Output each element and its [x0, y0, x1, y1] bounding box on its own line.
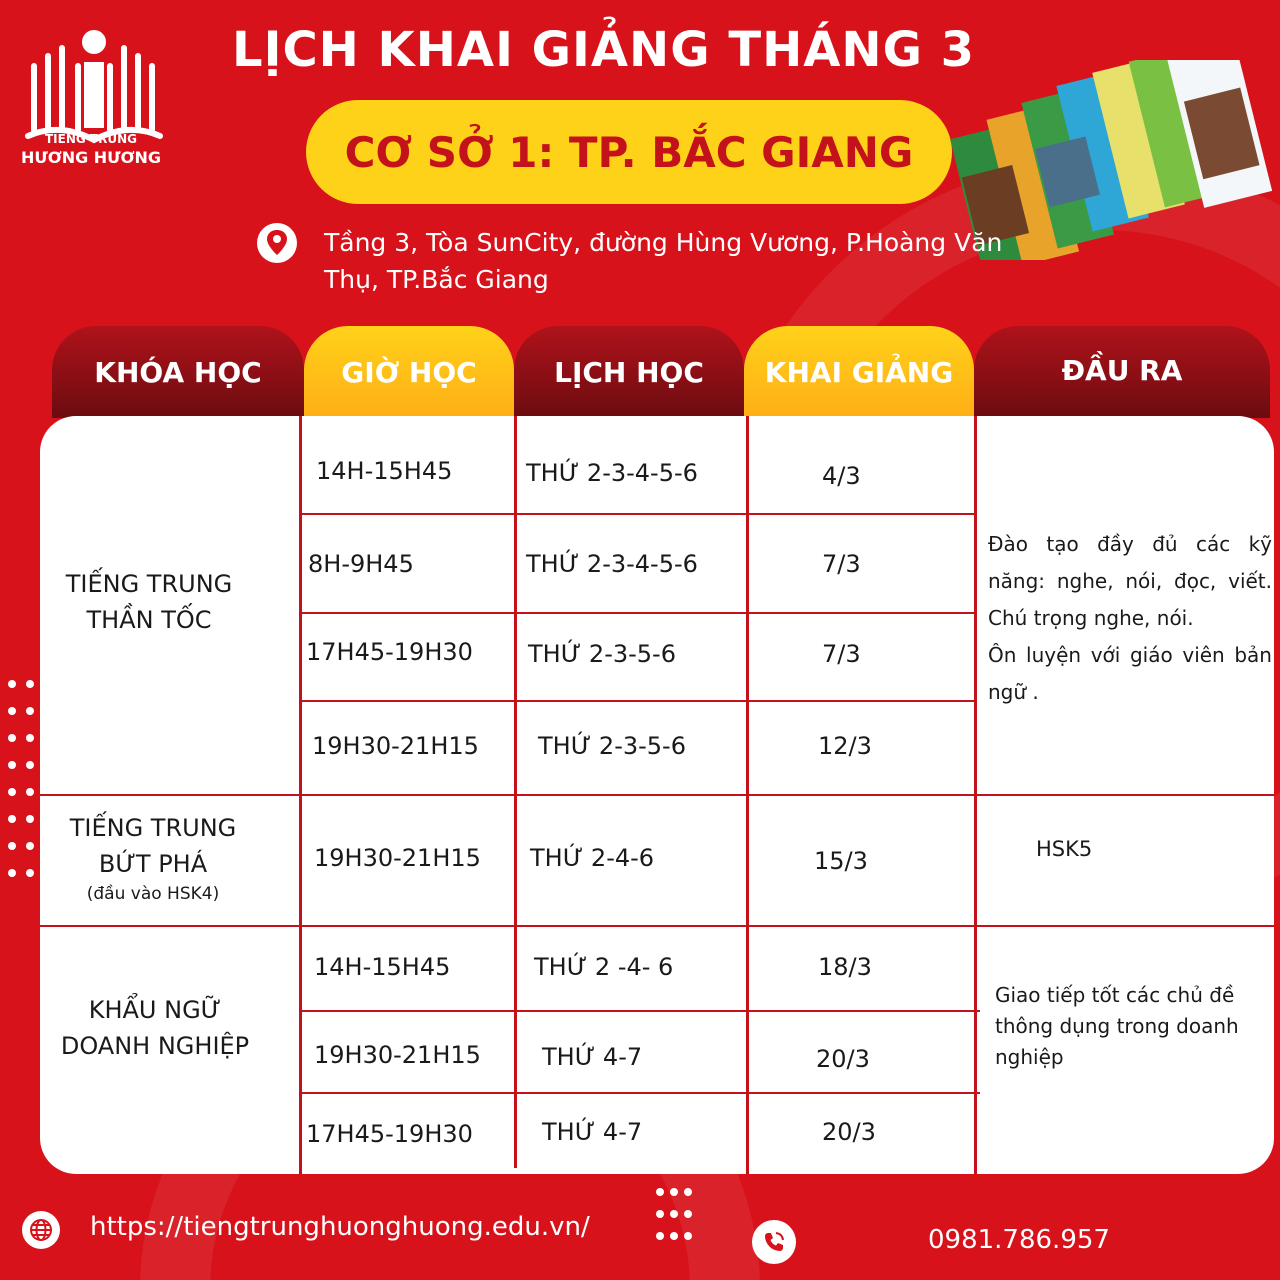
schedule-cell: THỨ 4-7 [542, 1118, 643, 1146]
schedule-cell: THỨ 2-3-5-6 [528, 640, 676, 668]
start-cell: 12/3 [818, 732, 872, 760]
header-course: KHÓA HỌC [52, 326, 304, 418]
header-schedule: LỊCH HỌC [514, 326, 744, 418]
course-name-line2: DOANH NGHIỆP [60, 1032, 250, 1060]
globe-icon [22, 1211, 60, 1249]
outcome-text: Giao tiếp tốt các chủ đề thông dụng trong doanh nghiệp [995, 983, 1239, 1069]
table-divider [300, 700, 976, 702]
time-cell: 8H-9H45 [308, 550, 414, 578]
time-cell: 17H45-19H30 [306, 1120, 473, 1148]
start-cell: 20/3 [816, 1045, 870, 1073]
schedule-cell: THỨ 2-3-5-6 [538, 732, 686, 760]
course-note: (đầu vào HSK4) [86, 884, 220, 904]
outcome-text [988, 526, 1272, 711]
brand-line1: TIẾNG TRUNG [45, 132, 137, 146]
header-start: KHAI GIẢNG [744, 326, 974, 418]
table-divider [300, 612, 976, 614]
outcome-paragraph: Đào tạo đầy đủ các kỹ năng: nghe, nói, đọc, viết. Chú trọng nghe, nói. [988, 532, 1272, 630]
schedule-cell: THỨ 2-3-4-5-6 [526, 459, 698, 487]
table-divider [300, 513, 976, 515]
phone-icon [752, 1220, 796, 1264]
course-name-line1: KHẨU NGỮ [88, 996, 222, 1024]
branch-badge [306, 100, 952, 204]
course-name-line1: TIẾNG TRUNG [69, 814, 237, 842]
address-text: Tầng 3, Tòa SunCity, đường Hùng Vương, P.Hoàng Văn Thụ, TP.Bắc Giang [324, 228, 1003, 294]
schedule-cell: THỨ 2 -4- 6 [534, 953, 674, 981]
start-cell: 4/3 [822, 462, 861, 490]
outcome-text: HSK5 [1036, 837, 1093, 861]
location-pin-icon [256, 222, 298, 264]
schedule-cell: THỨ 2-3-4-5-6 [526, 550, 698, 578]
table-divider [514, 416, 517, 1168]
course-name [46, 992, 264, 1064]
start-cell: 20/3 [822, 1118, 876, 1146]
header-output: ĐẦU RA [974, 326, 1270, 418]
time-cell: 19H30-21H15 [314, 1041, 481, 1069]
course-name [44, 810, 262, 906]
time-cell: 14H-15H45 [316, 457, 453, 485]
schedule-cell: THỨ 4-7 [542, 1043, 643, 1071]
time-cell: 17H45-19H30 [306, 638, 473, 666]
schedule-cell: THỨ 2-4-6 [530, 844, 655, 872]
branch-label: CƠ SỞ 1: TP. BẮC GIANG [344, 127, 914, 177]
header-time: GIỜ HỌC [304, 326, 514, 418]
course-name-line1: TIẾNG TRUNG [65, 570, 233, 598]
course-name [40, 566, 258, 638]
phone-number[interactable]: 0981.786.957 [928, 1225, 1110, 1255]
time-cell: 19H30-21H15 [314, 844, 481, 872]
brand-line2: HƯƠNG HƯƠNG [20, 148, 162, 167]
website-link[interactable]: https://tiengtrunghuonghuong.edu.vn/ [90, 1212, 590, 1242]
page-title: LỊCH KHAI GIẢNG THÁNG 3 [232, 22, 976, 78]
time-cell: 14H-15H45 [314, 953, 451, 981]
course-name-line2: BỨT PHÁ [98, 850, 208, 878]
course-name-line2: THẦN TỐC [86, 606, 212, 634]
start-cell: 15/3 [814, 847, 868, 875]
start-cell: 18/3 [818, 953, 872, 981]
start-cell: 7/3 [822, 550, 861, 578]
time-cell: 19H30-21H15 [312, 732, 479, 760]
outcome-paragraph: Ôn luyện với giáo viên bản ngữ . [988, 643, 1272, 704]
table-divider [300, 1010, 980, 1012]
table-divider [300, 1092, 980, 1094]
table-divider [40, 794, 1274, 796]
table-divider [40, 925, 1274, 927]
start-cell: 7/3 [822, 640, 861, 668]
